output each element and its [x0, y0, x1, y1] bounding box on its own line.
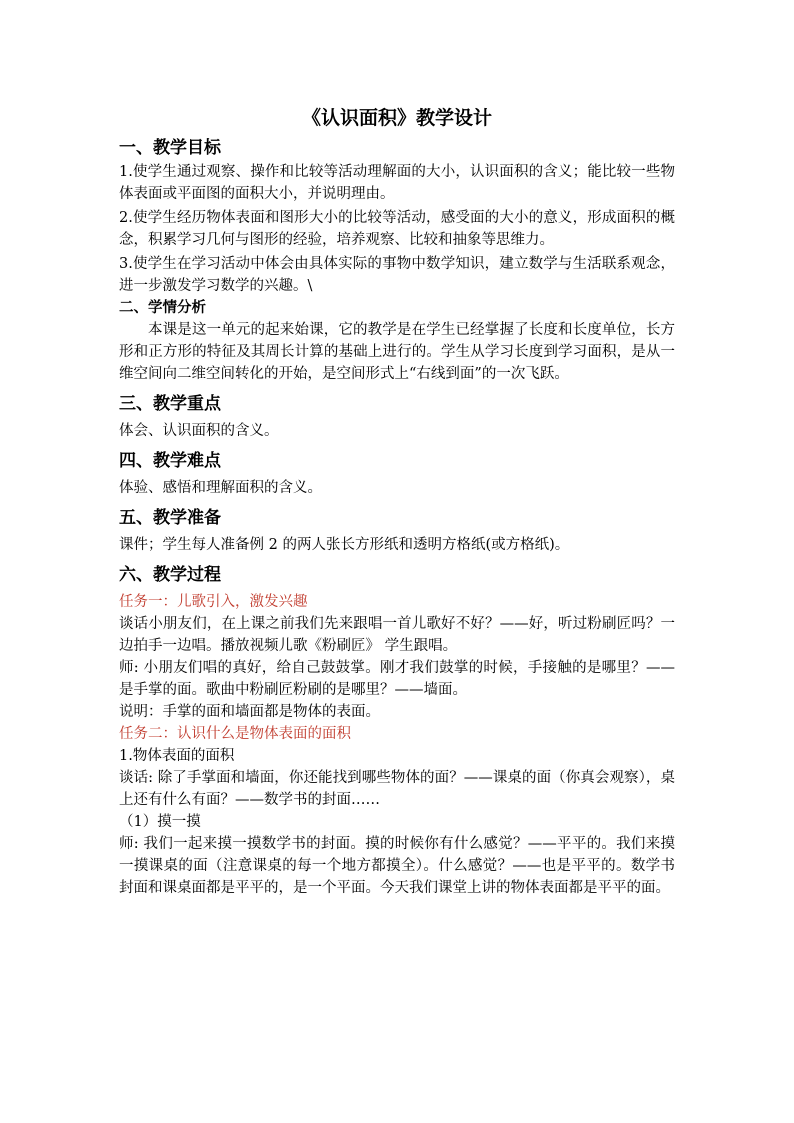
section-heading-goals: 一、教学目标	[119, 138, 221, 158]
task1-paragraph-3: 说明：手掌的面和墙面都是物体的表面。	[119, 704, 380, 720]
task1-title: 任务一：儿歌引入，激发兴趣	[119, 594, 308, 610]
difficulties-text: 体验、感悟和理解面积的含义。	[119, 480, 322, 496]
document-body	[119, 103, 675, 899]
task1-paragraph-1: 谈话小朋友们，在上课之前我们先来跟唱一首儿歌好不好？——好，听过粉刷匠吗？一边拍手一边唱。播放视频儿歌《粉刷匠》 学生跟唱。	[119, 616, 675, 654]
key-points-text: 体会、认识面积的含义。	[119, 423, 279, 439]
task2-paragraph-2: 谈话: 除了手掌面和墙面，你还能找到哪些物体的面？——课桌的面（你真会观察），桌上还有什么有面？——数学书的封面……	[119, 770, 675, 808]
preparation-text: 课件；学生每人准备例 2 的两人张长方形纸和透明方格纸(或方格纸)。	[119, 537, 570, 553]
document-title: 《认识面积》教学设计	[301, 107, 492, 129]
section-heading-analysis: 二、学情分析	[119, 299, 206, 316]
task2-paragraph-1: 1.物体表面的面积	[119, 748, 235, 764]
task2-paragraph-3: （1）摸一摸	[119, 814, 201, 830]
task1-paragraph-2: 师: 小朋友们唱的真好，给自己鼓鼓掌。刚才我们鼓掌的时候，手接触的是哪里？——是手掌的面。歌曲中粉刷匠粉刷的是哪里？——墙面。	[119, 660, 675, 698]
task2-title: 任务二：认识什么是物体表面的面积	[119, 726, 351, 742]
section-heading-preparation: 五、教学准备	[119, 508, 221, 528]
section-heading-process: 六、教学过程	[119, 565, 221, 585]
goal-item-2: 2.使学生经历物体表面和图形大小的比较等活动，感受面的大小的意义，形成面积的概念，积累学习几何与图形的经验，培养观察、比较和抽象等思维力。	[119, 210, 675, 248]
section-heading-key-points: 三、教学重点	[119, 394, 221, 414]
analysis-text: 本课是这一单元的起来始课，它的教学是在学生已经掌握了长度和长度单位，长方形和正方形的特征及其周长计算的基础上进行的。学生从学习长度到学习面积，是从一维空间向二维空间转化的开始，是空间形式上“右线到面”的一次飞跃。	[119, 322, 675, 382]
section-heading-difficulties: 四、教学难点	[119, 451, 221, 471]
goal-item-3: 3.使学生在学习活动中体会由具体实际的事物中数学知识，建立数学与生活联系观念，进一步激发学习数学的兴趣。\	[119, 256, 675, 294]
task2-paragraph-4: 师: 我们一起来摸一摸数学书的封面。摸的时候你有什么感觉？——平平的。我们来摸一摸课桌的面（注意课桌的每一个地方都摸全）。什么感觉？——也是平平的。数学书封面和课桌面都是平平的，是一个平面。今天我们课堂上讲的物体表面都是平平的面。	[119, 836, 675, 896]
goal-item-1: 1.使学生通过观察、操作和比较等活动理解面的大小，认识面积的含义；能比较一些物体表面或平面图的面积大小，并说明理由。	[119, 164, 675, 202]
